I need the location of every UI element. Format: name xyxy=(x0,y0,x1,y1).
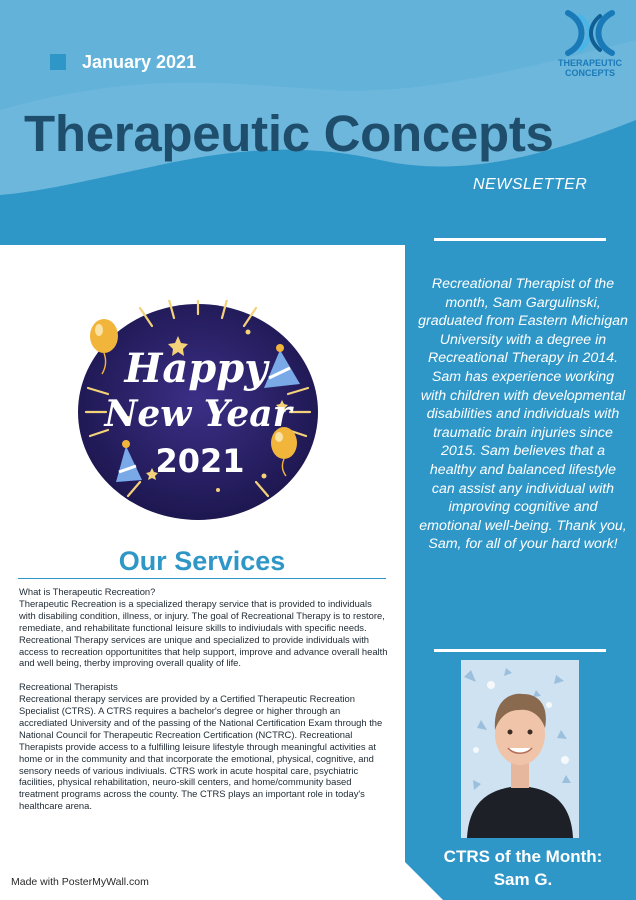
spotlight-quote: Recreational Therapist of the month, Sam Gargulinski, graduated from Eastern Michigan University with a degree in Recreational Therapy in 2014. Sam has experience working with children with developmental disabilities and individuals with traumatic brain injuries since 2015. Sam believes that a healthy and balanced lifestyle can assist any individual with improving cognitive and emotional well-being. Thank you, Sam, for all of your hard work! xyxy=(418,276,628,553)
happy-new-year-graphic xyxy=(68,300,328,522)
therapist-photo xyxy=(461,660,579,838)
newsletter-subtitle: NEWSLETTER xyxy=(473,176,588,193)
newsletter-title: Therapeutic Concepts xyxy=(24,105,554,162)
therapists-heading: Recreational Therapists xyxy=(19,681,118,693)
services-question: What is Therapeutic Recreation? xyxy=(19,586,156,597)
year-text: 2021 xyxy=(155,442,245,480)
logo-mark-icon xyxy=(562,10,618,56)
new-year-text: New Year xyxy=(104,393,292,435)
spotlight-divider-bottom xyxy=(434,649,606,652)
services-heading: Our Services xyxy=(118,546,286,576)
made-with-credit: Made with PosterMyWall.com xyxy=(11,876,149,888)
ctrs-caption xyxy=(420,845,626,891)
logo-text-line1: THERAPEUTIC xyxy=(557,58,622,68)
happy-text: Happy xyxy=(124,345,268,392)
services-body xyxy=(19,586,391,812)
spotlight-divider-top xyxy=(434,238,606,241)
ctrs-caption-title: CTRS of the Month: xyxy=(443,847,603,866)
services-definition: Therapeutic Recreation is a specialized therapy service that is provided to individuals with disabiling condition, illness, or injury. The goal of Recreational Therapy is to restore, remediate, and rehabilitate functional leisure skills to indiviudals with specific needs. Recreational Therapy services are unique and specialized to provide individuals with access to recreation opportunitites that help support, improve and advance overall health and well being, therby improving overall quality of life. xyxy=(19,597,388,669)
date-marker xyxy=(50,54,66,70)
company-logo xyxy=(548,8,632,82)
logo-text-line2: CONCEPTS xyxy=(564,68,615,78)
services-divider xyxy=(18,578,386,579)
ctrs-caption-name: Sam G. xyxy=(493,870,553,889)
issue-date: January 2021 xyxy=(82,52,197,72)
therapists-description: Recreational therapy services are provided by a Certified Therapeutic Recreation Specialist (CTRS). A CTRS requires a bachelor's degree or higher through an accrediated University and of the passing of the National Certification Exam through the National Council for Therapeutic Recreation Certification (NCTRC). Recreational Therapists provide access to a fulfilling leisure lifestyle through meaningful activities at home or in the community and that incorporate the emotional, physical, cognitive, and sensory needs of various indiviuals. CTRS work in acute hospital care, psychiatric facilities, physical rehabilitation, neuro-skill centers, and home/community based treatment programs across the county. The CTRS plays an important role in today's healthcare arena. xyxy=(19,693,383,812)
